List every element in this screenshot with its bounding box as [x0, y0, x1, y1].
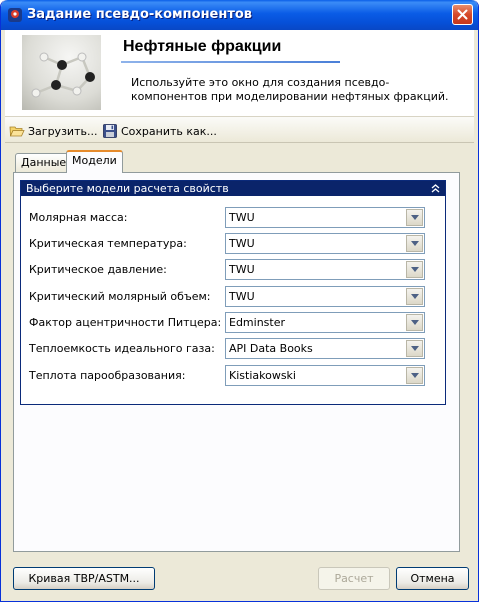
dropdown-button[interactable] — [406, 340, 423, 357]
load-button[interactable] — [9, 122, 97, 140]
ideal-gas-heat-capacity-label: Теплоемкость идеального газа: — [29, 342, 215, 355]
app-icon — [7, 7, 23, 23]
critical-pressure-value: TWU — [229, 263, 255, 276]
molecule-illustration — [22, 35, 101, 110]
molar-mass-select[interactable] — [225, 207, 425, 228]
chevron-down-icon — [411, 320, 419, 325]
close-button[interactable] — [452, 4, 473, 25]
title-underline — [121, 61, 340, 63]
toolbar — [5, 116, 474, 143]
models-group-header — [21, 181, 445, 196]
dropdown-button[interactable] — [406, 367, 423, 384]
dropdown-button[interactable] — [406, 209, 423, 226]
critical-pressure-label: Критическое давление: — [29, 263, 167, 276]
dropdown-button[interactable] — [406, 314, 423, 331]
vaporization-heat-label: Теплота парообразования: — [29, 369, 186, 382]
window-title: Задание псевдо-компонентов — [27, 7, 253, 22]
acentric-factor-select[interactable] — [225, 312, 425, 333]
title-bar[interactable] — [1, 0, 478, 30]
dropdown-button[interactable] — [406, 288, 423, 305]
acentric-factor-value: Edminster — [229, 316, 286, 329]
chevron-down-icon — [411, 373, 419, 378]
molar-mass-value: TWU — [229, 211, 255, 224]
ideal-gas-heat-capacity-select[interactable] — [225, 338, 425, 359]
save-as-button[interactable] — [102, 122, 217, 140]
collapse-up-icon[interactable] — [430, 183, 441, 194]
tbp-astm-curve-button[interactable]: Кривая TBP/ASTM... — [13, 567, 155, 590]
chevron-down-icon — [411, 346, 419, 351]
critical-temperature-select[interactable] — [225, 233, 425, 254]
critical-pressure-select[interactable] — [225, 259, 425, 280]
tab-strip — [13, 150, 453, 172]
chevron-down-icon — [411, 294, 419, 299]
ideal-gas-heat-capacity-value: API Data Books — [229, 342, 313, 355]
chevron-down-icon — [411, 215, 419, 220]
cancel-button[interactable]: Отмена — [396, 567, 469, 590]
floppy-disk-icon — [102, 123, 118, 139]
folder-open-icon — [9, 123, 25, 139]
acentric-factor-label: Фактор ацентричности Питцера: — [29, 316, 222, 329]
dialog-client — [5, 30, 474, 597]
critical-temperature-value: TWU — [229, 237, 255, 250]
molar-mass-label: Молярная масса: — [29, 211, 128, 224]
models-group-title: Выберите модели расчета свойств — [26, 182, 229, 195]
header-panel — [5, 30, 474, 116]
load-label: Загрузить... — [28, 124, 98, 138]
page-description: Используйте это окно для создания псевдо-компонентов при моделировании нефтяных фракций. — [131, 76, 449, 103]
close-icon — [457, 9, 468, 20]
tab-panel-models — [13, 172, 460, 552]
critical-molar-volume-value: TWU — [229, 290, 255, 303]
tab-models[interactable]: Модели — [66, 150, 123, 173]
chevron-down-icon — [411, 241, 419, 246]
vaporization-heat-select[interactable] — [225, 365, 425, 386]
page-title: Нефтяные фракции — [123, 38, 282, 55]
tab-data[interactable]: Данные — [15, 153, 72, 172]
vaporization-heat-value: Kistiakowski — [229, 369, 296, 382]
calculate-button[interactable]: Расчет — [318, 567, 390, 590]
dropdown-button[interactable] — [406, 261, 423, 278]
dropdown-button[interactable] — [406, 235, 423, 252]
critical-molar-volume-label: Критический молярный объем: — [29, 290, 211, 303]
critical-temperature-label: Критическая температура: — [29, 237, 187, 250]
models-group — [20, 180, 446, 405]
critical-molar-volume-select[interactable] — [225, 286, 425, 307]
chevron-down-icon — [411, 267, 419, 272]
save-as-label: Сохранить как... — [121, 124, 217, 138]
